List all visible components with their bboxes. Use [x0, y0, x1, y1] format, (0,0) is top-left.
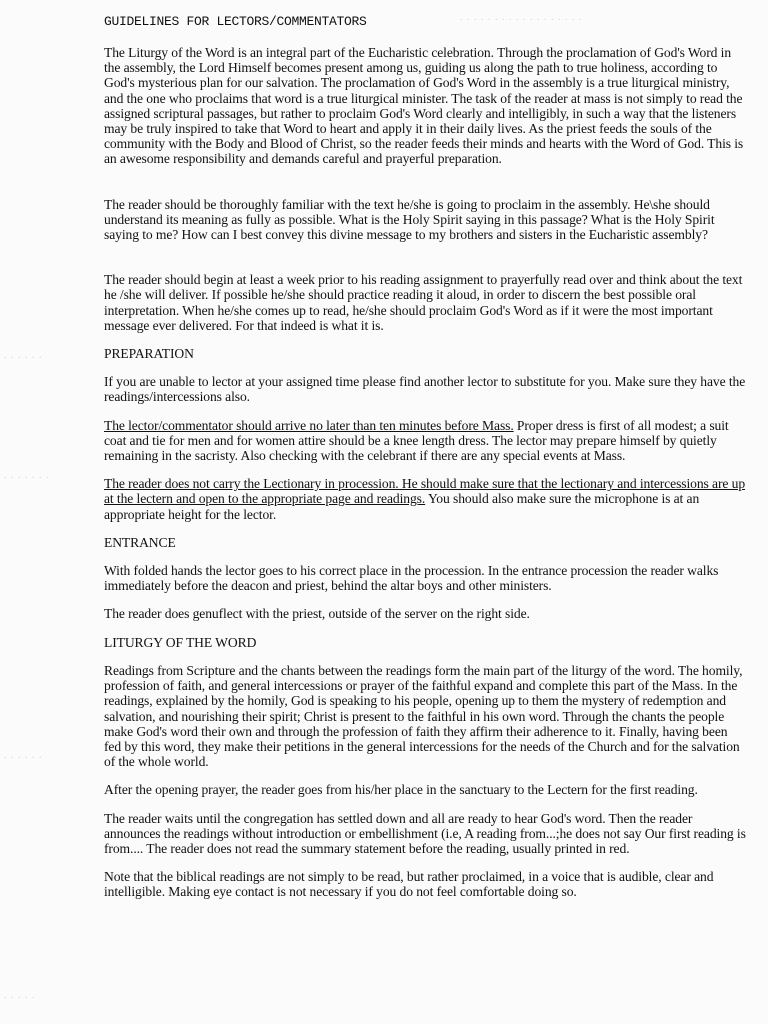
liturgy-paragraph-4: Note that the biblical readings are not simply to be read, but rather proclaimed, in a voice that is audible, clear and intelligible. Making eye contact is not necessary if you do not feel comfortable doing so. [104, 869, 714, 900]
dress-instruction: Proper dress is first of all modest; a suit coat and tie for men and for women attire should be a knee length dress. The lector may prepare himself by quietly remaining in the sacristy. Also checking with the celebrant if there are any special events at Mass. [104, 417, 729, 464]
microphone-instruction: You should also make sure the microphone is at an appropriate height for the lector. [104, 491, 700, 522]
bleed-through-mark: . . . . . . . . . . . . . . . . . . [460, 12, 583, 23]
arrival-instruction: The lector/commentator should arrive no later than ten minutes before Mass. [104, 417, 514, 433]
preparation-paragraph-2 [104, 418, 746, 464]
bleed-through-mark: . . . . . [4, 990, 36, 1001]
liturgy-paragraph-2: After the opening prayer, the reader goes from his/her place in the sanctuary to the Lectern for the first reading. [104, 782, 698, 798]
preparation-paragraph-1: If you are unable to lector at your assigned time please find another lector to substitute for you. Make sure they have the readings/intercessions also. [104, 374, 746, 405]
bleed-through-mark: . . . . . . . [4, 470, 50, 481]
bleed-through-mark: . . . . . . [4, 750, 43, 761]
document-title: GUIDELINES FOR LECTORS/COMMENTATORS [104, 14, 367, 29]
intro-paragraph-2: The reader should be thoroughly familiar with the text he/she is going to proclaim in the assembly. He\she should understand its meaning as fully as possible. What is the Holy Spirit saying in this passage? What is the Holy Spirit saying to me? How can I best convey this divine message to my brothers and sisters in the Eucharistic assembly? [104, 196, 715, 243]
intro-paragraph-3: The reader should begin at least a week prior to his reading assignment to prayerfully read over and think about the text he /she will deliver. If possible he/she should practice reading it aloud, in order to discern the best possible oral interpretation. When he/she comes up to read, he/she should proclaim God's Word as if it were the most important message ever delivered. For that indeed is what it is. [104, 272, 743, 333]
bleed-through-mark: . . . . . . [4, 350, 43, 361]
lectionary-instruction: The reader does not carry the Lectionary in procession. He should make sure that the lectionary and intercessions are up at the lectern and open to the appropriate page and readings. [104, 476, 746, 507]
document-body [104, 14, 746, 900]
liturgy-paragraph-1: Readings from Scripture and the chants between the readings form the main part of the liturgy of the word. The homily, profession of faith, and general intercessions or prayer of the faithful expand and complete this part of the Mass. In the readings, explained by the homily, God is speaking to his people, opening up to them the mystery of redemption and salvation, and nourishing their spirit; Christ is present to the faithful in his own word. Through the chants the people make God's word their own and through the profession of faith they affirm their adherence to it. Finally, having been fed by this word, they make their petitions in the general intercessions for the needs of the Church and for the salvation of the whole world. [104, 662, 743, 770]
liturgy-paragraph-3: The reader waits until the congregation has settled down and all are ready to hear God's word. Then the reader announces the readings without introduction or embellishment (i.e, A reading from...;he does not say Our first reading is from.... The reader does not read the summary statement before the reading, usually printed in red. [104, 810, 746, 856]
entrance-heading: ENTRANCE [104, 534, 176, 550]
preparation-heading: PREPARATION [104, 346, 194, 362]
entrance-paragraph-1: With folded hands the lector goes to his correct place in the procession. In the entrance procession the reader walks immediately before the deacon and priest, behind the altar boys and other ministers. [104, 563, 719, 594]
entrance-paragraph-2: The reader does genuflect with the priest, outside of the server on the right side. [104, 606, 530, 622]
liturgy-heading: LITURGY OF THE WORD [104, 634, 257, 650]
preparation-paragraph-3 [104, 476, 746, 522]
intro-paragraph-1: The Liturgy of the Word is an integral part of the Eucharistic celebration. Through the proclamation of God's Word in the assembly, the Lord Himself becomes present among us, guiding us along the path to true holiness, according to God's mysterious plan for our salvation. The proclamation of God's Word in the assembly is a true liturgical ministry, and the one who proclaims that word is a true liturgical minister. The task of the reader at mass is not simply to read the assigned scriptural passages, but rather to proclaim God's Word clearly and intelligibly, in such a way that the listeners may be truly inspired to take that Word to heart and apply it in their daily lives. As the priest feeds the souls of the community with the Body and Blood of Christ, so the reader feeds their minds and hearts with the Word of God. This is an awesome responsibility and demands careful and prayerful preparation. [104, 45, 744, 167]
